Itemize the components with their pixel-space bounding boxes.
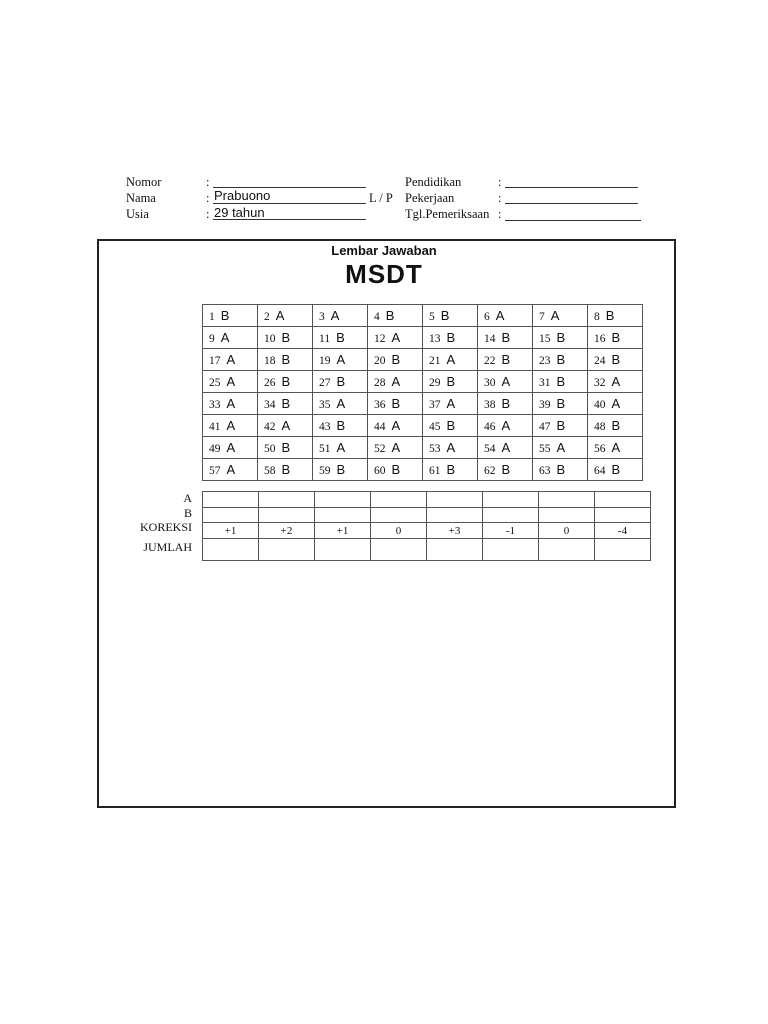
question-number: 5: [429, 311, 435, 323]
question-number: 38: [484, 399, 496, 411]
answer-row: [203, 305, 643, 327]
answer-choice: B: [391, 462, 401, 477]
answer-row: [203, 349, 643, 371]
count-b-cell[interactable]: [203, 508, 259, 523]
question-number: 31: [539, 377, 551, 389]
nama-value: Prabuono: [214, 188, 271, 203]
answer-choice: B: [391, 352, 401, 367]
question-number: 32: [594, 377, 606, 389]
answer-cell[interactable]: [423, 349, 478, 371]
answer-cell[interactable]: [588, 371, 643, 393]
row-jumlah: [203, 539, 651, 561]
answer-cell[interactable]: [313, 393, 368, 415]
answer-choice: B: [501, 352, 511, 367]
gender-label: L / P: [369, 191, 393, 205]
answer-choice: A: [391, 374, 401, 389]
pendidikan-colon: :: [498, 175, 502, 189]
answer-row: [203, 371, 643, 393]
answer-choice: A: [220, 330, 230, 345]
answer-choice: A: [336, 396, 346, 411]
answer-cell[interactable]: [313, 327, 368, 349]
question-number: 28: [374, 377, 386, 389]
koreksi-cell[interactable]: +2: [259, 523, 315, 539]
answer-row: [203, 459, 643, 481]
answer-choice: A: [611, 440, 621, 455]
question-number: 48: [594, 421, 606, 433]
answer-choice: A: [226, 352, 236, 367]
nama-line[interactable]: [213, 203, 366, 204]
answer-cell[interactable]: [588, 327, 643, 349]
koreksi-cell[interactable]: +1: [203, 523, 259, 539]
answer-cell[interactable]: [313, 371, 368, 393]
row-label-b: B: [183, 506, 192, 520]
question-number: 42: [264, 421, 276, 433]
answer-choice: B: [281, 352, 291, 367]
answer-choice: A: [611, 374, 621, 389]
usia-value: 29 tahun: [214, 205, 265, 220]
question-number: 9: [209, 333, 215, 345]
count-b-cell[interactable]: [483, 508, 539, 523]
question-number: 63: [539, 465, 551, 477]
question-number: 43: [319, 421, 331, 433]
count-b-cell[interactable]: [315, 508, 371, 523]
answer-cell[interactable]: [368, 349, 423, 371]
answer-choice: B: [446, 418, 456, 433]
count-a-cell[interactable]: [371, 492, 427, 508]
question-number: 52: [374, 443, 386, 455]
sheet-title: MSDT: [345, 259, 423, 289]
answer-choice: B: [281, 440, 291, 455]
answer-choice: A: [446, 440, 456, 455]
question-number: 1: [209, 311, 215, 323]
answer-choice: A: [495, 308, 505, 323]
count-a-cell[interactable]: [427, 492, 483, 508]
count-b-cell[interactable]: [371, 508, 427, 523]
question-number: 46: [484, 421, 496, 433]
answer-cell[interactable]: [478, 393, 533, 415]
answer-choice: B: [446, 374, 456, 389]
question-number: 3: [319, 311, 325, 323]
answer-choice: A: [226, 418, 236, 433]
question-number: 60: [374, 465, 386, 477]
answer-choice: B: [611, 330, 621, 345]
answer-cell[interactable]: [533, 393, 588, 415]
answer-choice: A: [336, 440, 346, 455]
question-number: 41: [209, 421, 221, 433]
answer-row: [203, 415, 643, 437]
answer-cell[interactable]: [258, 415, 313, 437]
question-number: 64: [594, 465, 606, 477]
question-number: 6: [484, 311, 490, 323]
answer-choice: A: [556, 440, 566, 455]
answer-cell[interactable]: [258, 393, 313, 415]
answer-choice: B: [336, 330, 345, 345]
count-b-cell[interactable]: [595, 508, 651, 523]
jumlah-cell[interactable]: [427, 539, 483, 561]
question-number: 12: [374, 333, 386, 345]
koreksi-cell[interactable]: -1: [483, 523, 539, 539]
answer-choice: A: [281, 418, 291, 433]
answer-choice: B: [501, 462, 511, 477]
answer-cell[interactable]: [258, 349, 313, 371]
answer-choice: B: [336, 462, 346, 477]
answer-choice: B: [556, 418, 566, 433]
koreksi-cell[interactable]: +3: [427, 523, 483, 539]
answer-cell[interactable]: [423, 305, 478, 327]
row-label-jumlah: JUMLAH: [143, 540, 192, 554]
question-number: 13: [429, 333, 441, 345]
answer-grid: [202, 304, 643, 481]
answer-cell[interactable]: [203, 415, 258, 437]
question-number: 11: [319, 333, 331, 345]
answer-cell[interactable]: [533, 371, 588, 393]
answer-cell[interactable]: [368, 437, 423, 459]
answer-cell[interactable]: [423, 437, 478, 459]
koreksi-cell[interactable]: 0: [539, 523, 595, 539]
tgl-colon: :: [498, 207, 502, 221]
question-number: 47: [539, 421, 551, 433]
jumlah-cell[interactable]: [595, 539, 651, 561]
jumlah-cell[interactable]: [539, 539, 595, 561]
question-number: 39: [539, 399, 551, 411]
row-koreksi: [203, 523, 651, 539]
answer-cell[interactable]: [478, 371, 533, 393]
answer-cell[interactable]: [258, 327, 313, 349]
usia-line[interactable]: [213, 219, 366, 220]
answer-cell[interactable]: [588, 459, 643, 481]
answer-cell[interactable]: [588, 415, 643, 437]
answer-choice: A: [550, 308, 560, 323]
question-number: 51: [319, 443, 331, 455]
answer-choice: A: [275, 308, 285, 323]
answer-choice: B: [385, 308, 395, 323]
question-number: 24: [594, 355, 606, 367]
answer-row: [203, 327, 643, 349]
answer-choice: B: [611, 352, 621, 367]
answer-cell[interactable]: [313, 415, 368, 437]
question-number: 22: [484, 355, 496, 367]
answer-choice: B: [556, 352, 566, 367]
answer-cell[interactable]: [203, 327, 258, 349]
answer-choice: B: [501, 330, 511, 345]
tgl-pemeriksaan-label: Tgl.Pemeriksaan: [405, 207, 490, 221]
answer-choice: B: [336, 418, 346, 433]
question-number: 49: [209, 443, 221, 455]
nomor-colon: :: [206, 175, 210, 189]
answer-choice: A: [501, 440, 511, 455]
answer-cell[interactable]: [368, 393, 423, 415]
question-number: 21: [429, 355, 441, 367]
tgl-pemeriksaan-line[interactable]: [505, 220, 641, 221]
question-number: 55: [539, 443, 551, 455]
pendidikan-label: Pendidikan: [405, 175, 462, 189]
row-b: [203, 508, 651, 523]
question-number: 19: [319, 355, 331, 367]
answer-choice: B: [220, 308, 230, 323]
row-label-a: A: [183, 491, 192, 505]
question-number: 29: [429, 377, 441, 389]
question-number: 8: [594, 311, 600, 323]
jumlah-cell[interactable]: [483, 539, 539, 561]
count-a-cell[interactable]: [483, 492, 539, 508]
question-number: 37: [429, 399, 441, 411]
answer-choice: B: [281, 374, 291, 389]
answer-cell[interactable]: [203, 349, 258, 371]
pekerjaan-line[interactable]: [505, 203, 638, 204]
usia-colon: :: [206, 207, 210, 221]
usia-label: Usia: [126, 207, 149, 221]
answer-cell[interactable]: [368, 305, 423, 327]
answer-cell[interactable]: [368, 459, 423, 481]
answer-cell[interactable]: [478, 349, 533, 371]
question-number: 23: [539, 355, 551, 367]
answer-cell[interactable]: [533, 327, 588, 349]
answer-cell[interactable]: [533, 415, 588, 437]
answer-choice: A: [226, 396, 236, 411]
question-number: 15: [539, 333, 551, 345]
answer-choice: B: [501, 396, 511, 411]
answer-choice: B: [605, 308, 615, 323]
question-number: 40: [594, 399, 606, 411]
answer-cell[interactable]: [478, 327, 533, 349]
answer-choice: A: [391, 330, 401, 345]
question-number: 56: [594, 443, 606, 455]
question-number: 16: [594, 333, 606, 345]
answer-cell[interactable]: [258, 459, 313, 481]
question-number: 35: [319, 399, 331, 411]
answer-cell[interactable]: [423, 459, 478, 481]
answer-choice: A: [226, 374, 236, 389]
answer-choice: B: [556, 396, 566, 411]
answer-cell[interactable]: [533, 305, 588, 327]
answer-choice: A: [330, 308, 340, 323]
nama-colon: :: [206, 191, 210, 205]
question-number: 34: [264, 399, 276, 411]
answer-choice: B: [556, 374, 566, 389]
answer-cell[interactable]: [478, 437, 533, 459]
answer-cell[interactable]: [258, 437, 313, 459]
question-number: 25: [209, 377, 221, 389]
answer-cell[interactable]: [588, 437, 643, 459]
answer-choice: B: [281, 330, 291, 345]
answer-choice: A: [501, 418, 511, 433]
jumlah-cell[interactable]: [203, 539, 259, 561]
count-a-cell[interactable]: [315, 492, 371, 508]
row-a: [203, 492, 651, 508]
answer-choice: B: [611, 462, 621, 477]
answer-cell[interactable]: [313, 349, 368, 371]
question-number: 10: [264, 333, 276, 345]
question-number: 18: [264, 355, 276, 367]
answer-choice: B: [391, 396, 401, 411]
answer-choice: B: [446, 330, 456, 345]
question-number: 57: [209, 465, 221, 477]
answer-cell[interactable]: [203, 305, 258, 327]
question-number: 54: [484, 443, 496, 455]
question-number: 7: [539, 311, 545, 323]
question-number: 53: [429, 443, 441, 455]
answer-cell[interactable]: [533, 437, 588, 459]
count-a-cell[interactable]: [203, 492, 259, 508]
count-a-cell[interactable]: [595, 492, 651, 508]
question-number: 17: [209, 355, 221, 367]
jumlah-cell[interactable]: [315, 539, 371, 561]
row-label-koreksi: KOREKSI: [139, 520, 192, 534]
question-number: 2: [264, 311, 270, 323]
pekerjaan-colon: :: [498, 191, 502, 205]
answer-cell[interactable]: [258, 305, 313, 327]
answer-cell[interactable]: [313, 459, 368, 481]
answer-row: [203, 437, 643, 459]
answer-choice: A: [446, 396, 456, 411]
question-number: 50: [264, 443, 276, 455]
answer-choice: B: [281, 462, 291, 477]
nama-label: Nama: [126, 191, 156, 205]
answer-cell[interactable]: [478, 459, 533, 481]
question-number: 4: [374, 311, 380, 323]
answer-choice: A: [226, 462, 236, 477]
answer-choice: A: [336, 352, 346, 367]
count-b-cell[interactable]: [427, 508, 483, 523]
answer-cell[interactable]: [588, 393, 643, 415]
sheet-subtitle: Lembar Jawaban: [331, 243, 437, 258]
question-number: 27: [319, 377, 331, 389]
answer-choice: B: [336, 374, 346, 389]
question-number: 45: [429, 421, 441, 433]
answer-row: [203, 393, 643, 415]
question-number: 33: [209, 399, 221, 411]
question-number: 44: [374, 421, 386, 433]
answer-cell[interactable]: [203, 393, 258, 415]
answer-cell[interactable]: [368, 327, 423, 349]
answer-choice: B: [440, 308, 450, 323]
count-a-cell[interactable]: [539, 492, 595, 508]
jumlah-cell[interactable]: [259, 539, 315, 561]
answer-choice: B: [611, 418, 621, 433]
answer-choice: A: [226, 440, 236, 455]
answer-cell[interactable]: [588, 305, 643, 327]
answer-cell[interactable]: [313, 305, 368, 327]
answer-cell[interactable]: [368, 415, 423, 437]
question-number: 36: [374, 399, 386, 411]
answer-cell[interactable]: [423, 393, 478, 415]
question-number: 14: [484, 333, 496, 345]
question-number: 26: [264, 377, 276, 389]
answer-cell[interactable]: [313, 437, 368, 459]
question-number: 62: [484, 465, 496, 477]
answer-cell[interactable]: [423, 415, 478, 437]
answer-cell[interactable]: [478, 415, 533, 437]
answer-cell[interactable]: [478, 305, 533, 327]
answer-choice: B: [556, 330, 566, 345]
answer-choice: A: [391, 418, 401, 433]
answer-choice: B: [556, 462, 566, 477]
question-number: 30: [484, 377, 496, 389]
koreksi-cell[interactable]: +1: [315, 523, 371, 539]
answer-cell[interactable]: [533, 459, 588, 481]
jumlah-cell[interactable]: [371, 539, 427, 561]
pendidikan-line[interactable]: [505, 187, 638, 188]
summary-table: [202, 491, 651, 561]
question-number: 59: [319, 465, 331, 477]
answer-choice: B: [446, 462, 456, 477]
answer-choice: A: [611, 396, 621, 411]
answer-cell[interactable]: [203, 371, 258, 393]
answer-choice: A: [446, 352, 456, 367]
answer-cell[interactable]: [588, 349, 643, 371]
koreksi-cell[interactable]: 0: [371, 523, 427, 539]
answer-choice: A: [501, 374, 511, 389]
count-b-cell[interactable]: [259, 508, 315, 523]
count-a-cell[interactable]: [259, 492, 315, 508]
answer-choice: B: [281, 396, 291, 411]
answer-cell[interactable]: [258, 371, 313, 393]
answer-cell[interactable]: [533, 349, 588, 371]
answer-cell[interactable]: [203, 437, 258, 459]
answer-cell[interactable]: [368, 371, 423, 393]
answer-cell[interactable]: [423, 371, 478, 393]
pekerjaan-label: Pekerjaan: [405, 191, 455, 205]
question-number: 20: [374, 355, 386, 367]
answer-choice: A: [391, 440, 401, 455]
koreksi-cell[interactable]: -4: [595, 523, 651, 539]
answer-cell[interactable]: [423, 327, 478, 349]
question-number: 58: [264, 465, 276, 477]
question-number: 61: [429, 465, 441, 477]
answer-cell[interactable]: [203, 459, 258, 481]
count-b-cell[interactable]: [539, 508, 595, 523]
nomor-label: Nomor: [126, 175, 162, 189]
